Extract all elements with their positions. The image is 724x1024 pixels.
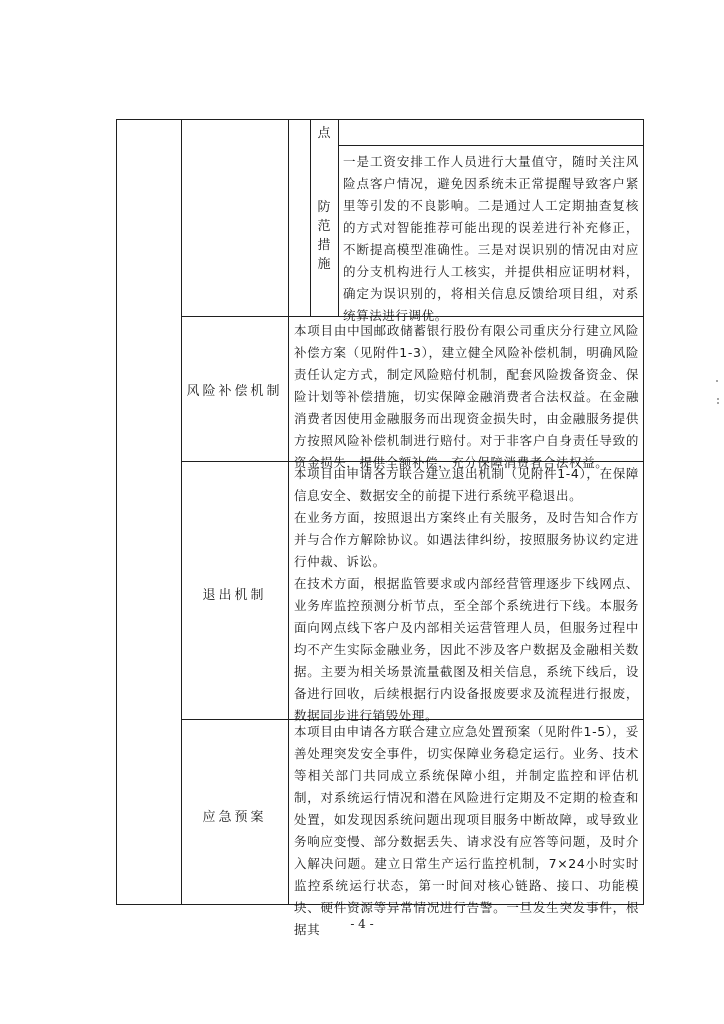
table-border-top	[116, 119, 644, 120]
table-row-divider	[338, 145, 644, 146]
prevention-text: 一是工资安排工作人员进行大量值守，随时关注风险点客户情况，避免因系统未正常提醒导致客户紧里等引发的不良影响。二是通过人工定期抽查复核的方式对智能推荐可能出现的误差进行补充修正，不断提高模型准确性。三是对误识别的情况由对应的分支机构进行人工核实，并提供相应证明材料，确定为误识别的，将相关信息反馈给项目组，对系统算法进行调优。	[343, 154, 639, 323]
scan-speck	[717, 398, 719, 400]
table-border-right	[643, 119, 644, 905]
row-label-point: 点	[317, 126, 331, 141]
table-col-divider	[181, 119, 182, 905]
table-col-divider	[338, 119, 339, 316]
exit-mechanism-text	[294, 463, 639, 727]
page-number: - 4 -	[350, 917, 374, 931]
exit-paragraph: 在技术方面，根据监管要求或内部经营管理逐步下线网点、业务库监控预测分析节点，至全部个系统进行下线。本服务面向网点线下客户及内部相关运营管理人员，但服务过程中均不产生实际金融业务，因此不涉及客户数据及金融相关数据。主要为相关场景流量截图及相关信息，系统下线后，设备进行回收，后续根据行内设备报废要求及流程进行报废，数据同步进行销毁处理。	[294, 576, 639, 723]
table-col-divider	[288, 119, 289, 905]
risk-compensation-text: 本项目由中国邮政储蓄银行股份有限公司重庆分行建立风险补偿方案（见附件1-3），建立健全风险补偿机制，明确风险责任认定方式，制定风险赔付机制，配套风险拨备资金、保险计划等补偿措施，切实保障金融消费者合法权益。在金融消费者因使用金融服务而出现资金损失时，由金融服务提供方按照风险补偿机制进行赔付。对于非客户自身责任导致的资金损失，提供全额补偿，充分保障消费者合法权益。	[294, 323, 639, 470]
exit-paragraph: 在业务方面，按照退出方案终止有关服务，及时告知合作方并与合作方解除协议。如遇法律纠纷，按照服务协议约定进行仲裁、诉讼。	[294, 510, 639, 569]
exit-paragraph: 本项目由申请各方联合建立退出机制（见附件1-4），在保障信息安全、数据安全的前提下进行系统平稳退出。	[294, 466, 639, 503]
row-label-risk-compensation: 风险补偿机制	[186, 384, 283, 399]
emergency-plan-text: 本项目由申请各方联合建立应急处置预案（见附件1-5），妥善处理突发安全事件，切实保障业务稳定运行。业务、技术等相关部门共同成立系统保障小组，并制定监控和评估机制，对系统运行情况和潜在风险进行定期及不定期的检查和处置，如发现因系统问题出现项目服务中断故障，或导致业务响应变慢、部分数据丢失、请求没有应答等问题，及时介入解决问题。建立日常生产运行监控机制，7×24小时实时监控系统运行状态，第一时间对核心链路、接口、功能模块、硬件资源等异常情况进行告警。一旦发生突发事件，根据其	[294, 724, 639, 937]
table-col-divider	[310, 119, 311, 316]
scan-speck	[717, 402, 719, 404]
scan-speck	[716, 380, 718, 382]
table-border-left	[116, 119, 117, 905]
row-label-prevention: 防范措施	[317, 200, 331, 272]
row-label-emergency-plan: 应急预案	[202, 810, 267, 825]
row-label-exit-mechanism: 退出机制	[202, 588, 267, 603]
